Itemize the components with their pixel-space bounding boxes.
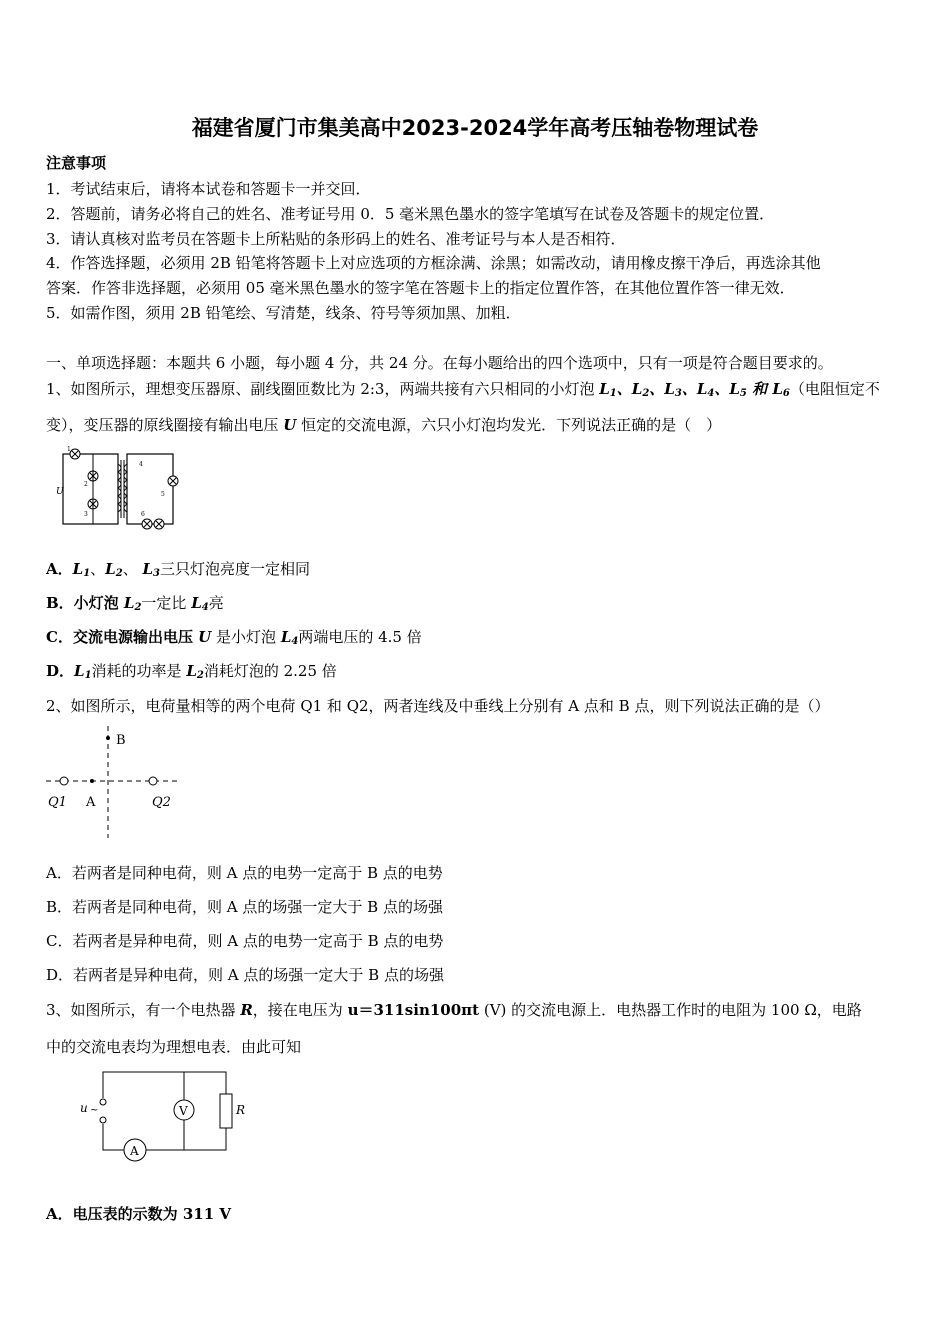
bulb-label: $L_2$ — [186, 662, 204, 681]
voltmeter-label: V — [179, 1104, 188, 1118]
bulb-label: $L_4$ — [696, 380, 715, 399]
q2-option-b: B．若两者是同种电荷，则 A 点的场强一定大于 B 点的场强 — [46, 898, 443, 916]
bulb-number: 4 — [139, 461, 143, 468]
bulb-label: $L_4$ — [280, 628, 299, 647]
bulb-number: 3 — [84, 511, 88, 518]
source-label: u — [80, 1101, 88, 1115]
bulb-number: 5 — [161, 491, 165, 498]
ammeter-label: A — [130, 1144, 139, 1158]
bulb-label: $L_6$ — [772, 380, 790, 399]
notice-item: 5．如需作图，须用 2B 铅笔绘、写清楚，线条、符号等须加黑、加粗． — [46, 304, 521, 322]
q1-stem-line1: 1、如图所示，理想变压器原、副线圈匝数比为 2:3，两端共接有六只相同的小灯泡 $L_1$、$L_2$、$L_3$、$L_4$、$L_5$ 和 $L_6$（电阻恒定不 — [46, 380, 880, 399]
bulb-symbol — [154, 519, 164, 529]
q2-option-d: D．若两者是异种电荷，则 A 点的场强一定大于 B 点的场强 — [46, 966, 444, 984]
bulb-label: $L_5$ — [729, 380, 747, 399]
label-a: A — [86, 795, 96, 810]
bulb-label: $L_2$ — [631, 380, 650, 399]
section-heading: 一、单项选择题：本题共 6 小题，每小题 4 分，共 24 分。在每小题给出的四个选项中，只有一项是符合题目要求的。 — [46, 354, 833, 372]
bulb-label: $L_2$ — [105, 560, 123, 579]
notice-item: 4．作答选择题，必须用 2B 铅笔将答题卡上对应选项的方框涂满、涂黑；如需改动，请用橡皮擦干净后，再选涂其他 — [46, 254, 821, 272]
bulb-label: $L_1$ — [599, 380, 617, 399]
q2-option-c: C．若两者是异种电荷，则 A 点的电势一定高于 B 点的电势 — [46, 932, 444, 950]
q1-stem-line2: 变），变压器的原线圈接有输出电压 U 恒定的交流电源，六只小灯泡均发光．下列说法正确的是（ ） — [46, 416, 722, 434]
q2-option-a: A．若两者是同种电荷，则 A 点的电势一定高于 B 点的电势 — [46, 864, 443, 882]
bulb-number: 6 — [141, 511, 145, 518]
bulb-label: $L_4$ — [191, 594, 209, 613]
q1-option-c: C．交流电源输出电压 U 是小灯泡 $L_4$两端电压的 4.5 倍 — [46, 628, 422, 647]
q2-stem: 2、如图所示，电荷量相等的两个电荷 Q1 和 Q2，两者连线及中垂线上分别有 A 点和 B 点，则下列说法正确的是（） — [46, 697, 830, 715]
resistor-label: R — [236, 1103, 246, 1117]
q1-option-d: D．$L_1$消耗的功率是 $L_2$消耗灯泡的 2.25 倍 — [46, 662, 337, 681]
page-title: 福建省厦门市集美高中2023-2024学年高考压轴卷物理试卷 — [191, 116, 759, 140]
notice-item: 2．答题前，请务必将自己的姓名、准考证号用 0．5 毫米黑色墨水的签字笔填写在试卷及答题卡的规定位置． — [46, 205, 775, 223]
label-q2: Q2 — [152, 795, 171, 810]
bulb-list: $L_1$、$L_2$、$L_3$、$L_4$、$L_5$ 和 $L_6$ — [599, 380, 790, 399]
charge-q1 — [60, 777, 68, 785]
charge-q2 — [149, 777, 157, 785]
q3-option-a: A．电压表的示数为 311 V — [46, 1205, 232, 1223]
notice-item: 3．请认真核对监考员在答题卡上所粘贴的条形码上的姓名、准考证号与本人是否相符． — [46, 230, 626, 248]
bulb-number: 1 — [67, 446, 71, 453]
bulb-symbol — [142, 519, 152, 529]
notice-item: 1．考试结束后，请将本试卷和答题卡一并交回． — [46, 180, 371, 198]
charges-figure — [40, 724, 190, 842]
label-q1: Q1 — [48, 795, 67, 810]
q1-option-a: A．$L_1$、$L_2$、 $L_3$三只灯泡亮度一定相同 — [46, 560, 310, 579]
source-label: U — [56, 487, 64, 497]
bulb-label: $L_1$ — [74, 662, 92, 681]
q3-stem-line2: 中的交流电表均为理想电表．由此可知 — [46, 1038, 302, 1056]
bulb-number: 2 — [84, 481, 88, 488]
ac-symbol-icon: ~ — [90, 1105, 99, 1116]
bulb-symbol — [70, 449, 80, 459]
bulb-symbol — [168, 476, 178, 486]
point-a — [90, 779, 94, 783]
transformer-circuit-figure — [55, 446, 185, 532]
bulb-label: $L_2$ — [123, 594, 142, 613]
notice-item: 答案．作答非选择题，必须用 05 毫米黑色墨水的签字笔在答题卡上的指定位置作答，在其他位置作答一律无效． — [46, 279, 795, 297]
heater-circuit-figure — [76, 1064, 256, 1168]
label-b: B — [116, 733, 126, 748]
q1-option-b: B．小灯泡 $L_2$一定比 $L_4$亮 — [46, 594, 224, 613]
notice-heading: 注意事项 — [46, 154, 107, 172]
q3-stem-line1: 3、如图所示，有一个电热器 R，接在电压为 u＝311sin100πt (V) 的交流电源上．电热器工作时的电阻为 100 Ω，电路 — [46, 1001, 862, 1019]
bulb-label: $L_1$ — [72, 560, 91, 579]
point-b — [106, 736, 110, 740]
bulb-label: $L_3$ — [142, 560, 160, 579]
resistor — [220, 1094, 232, 1128]
bulb-label: $L_3$ — [664, 380, 682, 399]
